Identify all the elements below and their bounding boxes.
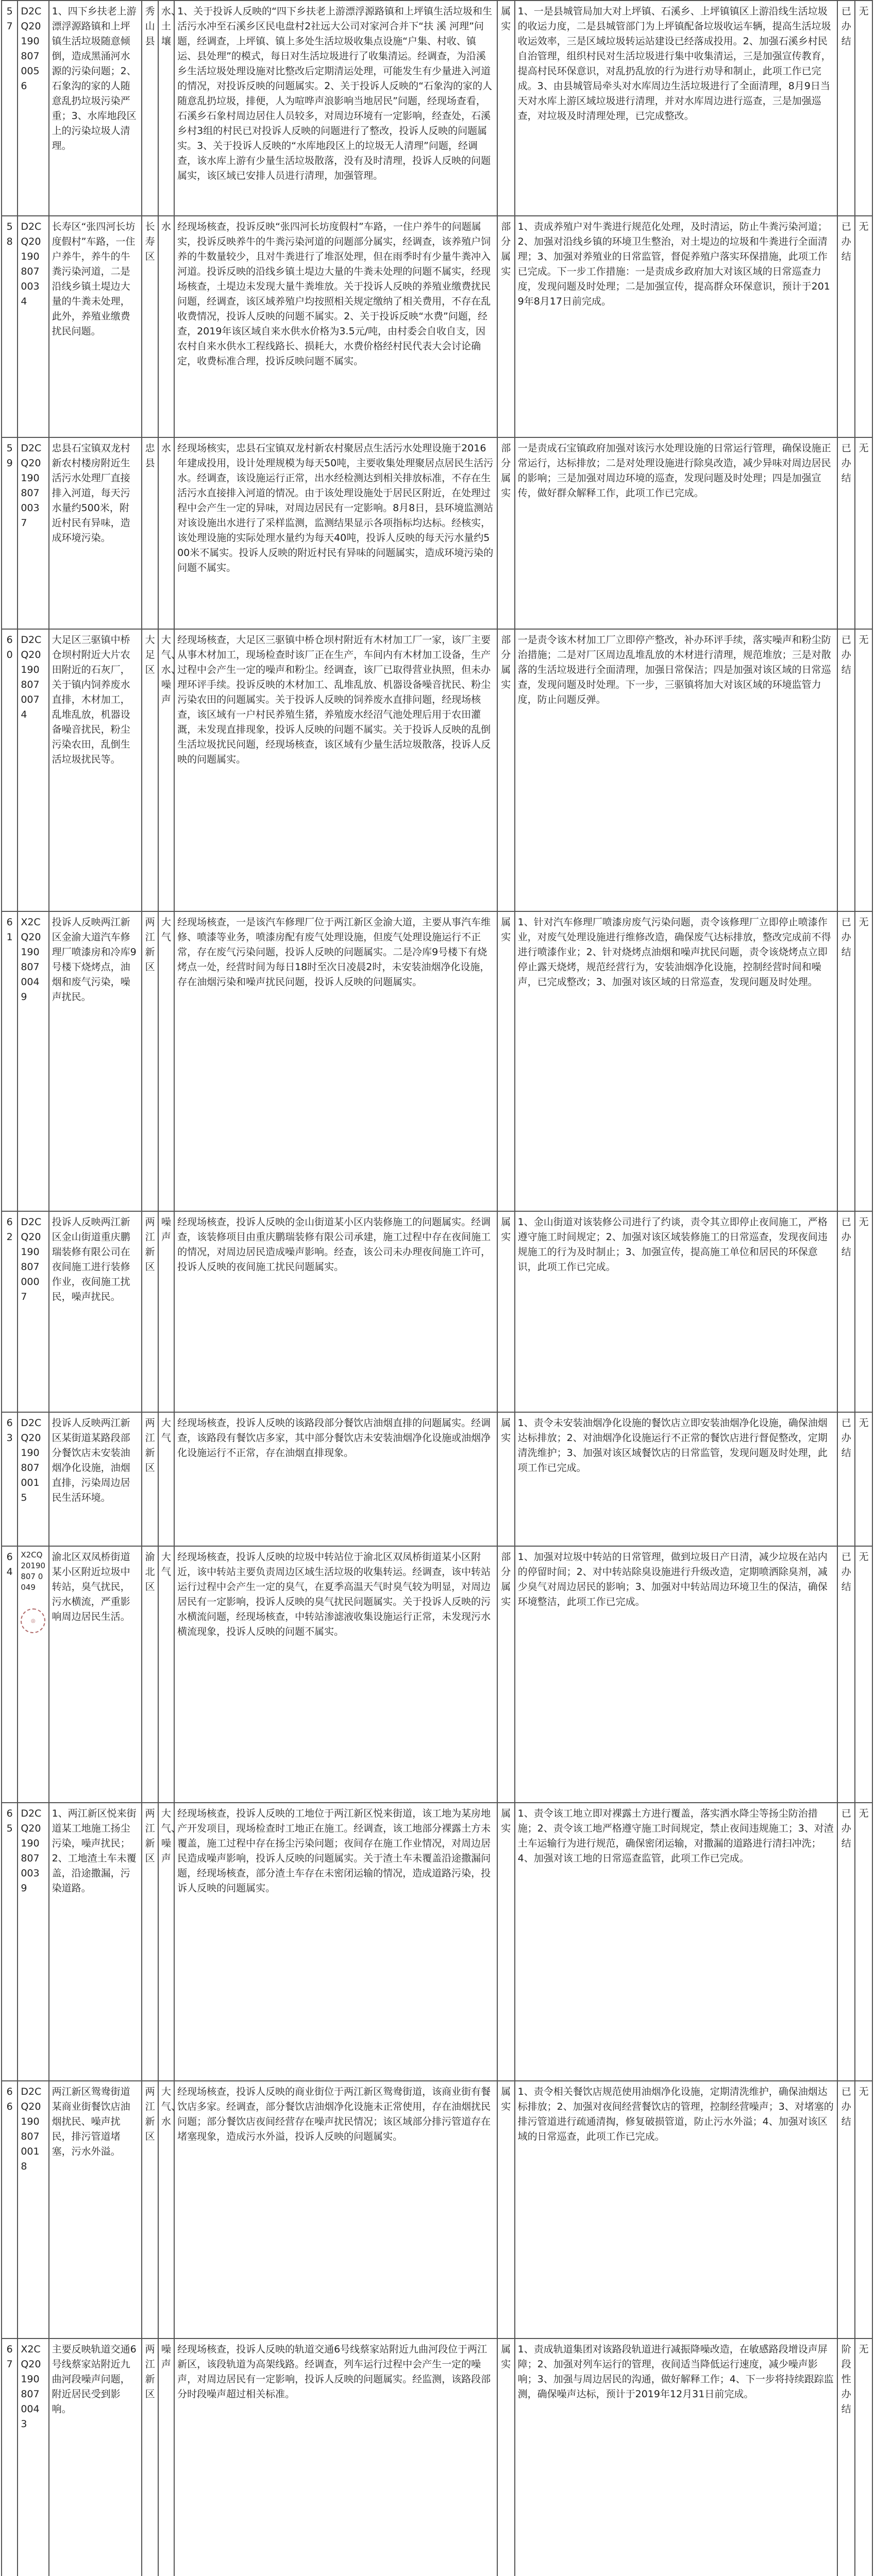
investigation-result: 经现场核查，投诉人反映的垃圾中转站位于渝北区双凤桥街道某小区附近，该中转站主要负责周边区域生活垃圾的收集转运。经调查，该中转站运行过程中会产生一定的臭气，在夏季高温天气时臭气较为明显，对周边居民有一定影响，投诉人反映的臭气扰民问题属实。关于投诉人反映的污水横流问题，经现场核查，中转站渗滤液收集设施运行正常，未发现污水横流现象，投诉人反映的问题不属实。 [174, 1546, 497, 1803]
complaint-content: 投诉人反映两江新区某街道某路段部分餐饮店未安装油烟净化设施，油烟直排，污染周边居民生活环境。 [49, 1412, 142, 1546]
investigation-result: 经现场核查，投诉人反映的金山街道某小区内装修施工的问题属实。经调查，该装修项目由重庆鹏瑞装修有限公司承建，施工过程中存在夜间施工的情况，对周边居民造成噪声影响。经查，该公司未办理夜间施工许可，投诉人反映的夜间施工扰民问题属实。 [174, 1211, 497, 1412]
row-number: 63 [2, 1412, 18, 1546]
case-id: D2CQ20190807 0007 [18, 1211, 48, 1412]
investigation-result: 1、关于投诉人反映的“四下乡扶老上游漂浮源路镇和上坪镇生活垃圾和生活污水冲至石溪乡区民电盘村2社远大公司对家河合并下“扶 溪 河理”问题，经调查，上坪镇、镇上多处生活垃圾收集点设施“户集、村收、镇运、县处理”的模式，每日对生活垃圾进行了收集清运。经调查，为沿溪乡生活垃圾处理设施对比整改后定期清运处理，可能发生有少量进入河道的情况，对投诉反映的问题属实。2、关于投诉人反映的“石象沟的家的人随意乱扔垃圾，排便，人为喧哗声浪影响当地居民”问题，经现场查看，石溪乡石象村周边居住人员较多，对周边环境有一定影响，经查处，石溪乡村3组的村民已对投诉人反映的问题进行了整改，投诉人反映的问题属实。3、关于投诉人反映的“水库地段区上的垃圾无人清理”问题，经调查，该水库上游有少量生活垃圾散落，没有及时清理，投诉人反映的问题属实，该区域已安排人员进行清理，加强管理。 [174, 1, 497, 216]
resolution-status: 已办结 [837, 1211, 855, 1412]
complaint-content: 长寿区“张四河长坊度假村”车路，一住户养牛，养牛的牛粪污染河道，二是沿线乡镇土堤边大量的牛粪未处理，此外，养殖业缴费扰民问题。 [49, 216, 142, 437]
row-number: 58 [2, 216, 18, 437]
pollution-type: 水 [158, 437, 174, 629]
complaint-content: 1、四下乡扶老上游漂浮源路镇和上坪镇生活垃圾随意倾倒，造成黑涌河水源的污染问题；2、石象沟的家的人随意乱扔垃圾污染严重；3、水库地段区上的污染垃圾人清理。 [49, 1, 142, 216]
case-id: X2CQ20190807 0049 [21, 1550, 46, 1592]
accountability-cell: 无 [855, 2081, 872, 2338]
accountability-cell: 无 [855, 629, 872, 911]
resolution-status: 已办结 [837, 1546, 855, 1803]
resolution-status: 阶段性办结 [837, 2338, 855, 2576]
row-number: 62 [2, 1211, 18, 1412]
row-number: 61 [2, 911, 18, 1211]
accountability-cell: 无 [855, 216, 872, 437]
case-id: D2CQ20190807 0015 [18, 1412, 48, 1546]
complaint-content: 忠县石宝镇双龙村新农村楼房附近生活污水处理厂直接排入河道，每天污水量约500米，附近村民有异味，造成环境污染。 [49, 437, 142, 629]
accountability-cell: 无 [855, 437, 872, 629]
case-id: D2CQ20190807 0018 [18, 2081, 48, 2338]
handling-result: 一是责令该木材加工厂立即停产整改，补办环评手续，落实噪声和粉尘防治措施；二是对厂区周边乱堆乱放的木材进行清理，规范堆放；三是对散落的生活垃圾进行全面清理，加强日常保洁；四是加强对该区域的日常巡查，发现问题及时处理。下一步，三驱镇将加大对该区域的环境监管力度，防止问题反弹。 [515, 629, 838, 911]
case-id: D2CQ20190807 0056 [18, 1, 48, 216]
handling-result: 1、责令相关餐饮店规范使用油烟净化设施，定期清洗维护，确保油烟达标排放；2、加强对夜间经营餐饮店的管理，控制经营噪声；3、对堵塞的排污管道进行疏通清掏，修复破损管道，防止污水外溢；4、加强对该区域的日常巡查，此项工作已完成。 [515, 2081, 838, 2338]
complaint-content: 渝北区双凤桥街道某小区附近垃圾中转站，臭气扰民，污水横流，严重影响周边居民生活。 [49, 1546, 142, 1803]
handling-result: 1、针对汽车修理厂喷漆房废气污染问题，责令该修理厂立即停止喷漆作业，对废气处理设施进行维修改造，确保废气达标排放，整改完成前不得进行喷漆作业；2、针对烧烤点油烟和噪声扰民问题，责令该烧烤点立即停止露天烧烤，规范经营行为，安装油烟净化设施，控制经营时间和噪声，已完成整改；3、加强对该区域的日常巡查，发现问题及时处理。 [515, 911, 838, 1211]
handling-result: 1、责成养殖户对牛粪进行规范化处理，及时清运，防止牛粪污染河道；2、加强对沿线乡镇的环境卫生整治，对土堤边的垃圾和牛粪进行全面清理；3、加强对养殖业的日常监管，督促养殖户落实环保措施，此项工作已完成。下一步工作措施：一是责成乡政府加大对该区域的日常巡查力度，发现问题及时处理；二是加强宣传，提高群众环保意识，预计于2019年8月17日前完成。 [515, 216, 838, 437]
accountability-cell: 无 [855, 1, 872, 216]
district-cell: 两江新区 [142, 1211, 158, 1412]
case-id: X2CQ20190807 0049 [18, 911, 48, 1211]
table-row [2, 1, 872, 216]
row-number: 60 [2, 629, 18, 911]
row-number: 59 [2, 437, 18, 629]
table-row [2, 216, 872, 437]
pollution-type: 大气 [158, 911, 174, 1211]
district-cell: 两江新区 [142, 1412, 158, 1546]
complaint-table [1, 0, 873, 2576]
handling-result: 1、金山街道对该装修公司进行了约谈，责令其立即停止夜间施工，严格遵守施工时间规定；2、加强对该区域装修施工的日常巡查，发现夜间违规施工的行为及时制止；3、加强宣传，提高施工单位和居民的环保意识，此项工作已完成。 [515, 1211, 838, 1412]
row-number: 57 [2, 1, 18, 216]
truth-status: 部分属实 [497, 629, 515, 911]
district-cell: 大足区 [142, 629, 158, 911]
pollution-type: 大气、水 [158, 2081, 174, 2338]
handling-result: 一是责成石宝镇政府加强对该污水处理设施的日常运行管理，确保设施正常运行，达标排放；二是对处理设施进行除臭改造，减少异味对周边居民的影响；三是加强对周边环境的巡查，发现问题及时处理；四是加强宣传，做好群众解释工作，此项工作已完成。 [515, 437, 838, 629]
table-row [2, 2081, 872, 2338]
handling-result: 1、加强对垃圾中转站的日常管理，做到垃圾日产日清，减少垃圾在站内的停留时间；2、对中转站除臭设施进行升级改造，定期喷洒除臭剂，减少臭气对周边居民的影响；3、加强对中转站周边环境卫生的保洁，确保环境整洁，此项工作已完成。 [515, 1546, 838, 1803]
table-row [2, 1211, 872, 1412]
complaint-content: 投诉人反映两江新区金渝大道汽车修理厂喷漆房和冷库9号楼下烧烤点，油烟和废气污染，噪声扰民。 [49, 911, 142, 1211]
investigation-result: 经现场核查，投诉反映“张四河长坊度假村”车路，一住户养牛的问题属实，投诉反映养牛的牛粪污染河道的问题部分属实，经调查，该养殖户饲养的牛数量较少，且对牛粪进行了堆沤处理，但在雨季时有少量牛粪冲入河道。投诉反映的沿线乡镇土堤边大量的牛粪未处理的问题不属实，经现场核查，土堤边未发现大量牛粪堆放。关于投诉人反映的养殖业缴费扰民问题，经调查，该区域养殖户均按照相关规定缴纳了相关费用，不存在乱收费情况，投诉人反映的问题不属实。2、关于投诉反映“水费”问题，经查，2019年该区域自来水供水价格为3.5元/吨，由村委会自收自支，因农村自来水供水工程线路长、损耗大，水费价格经村民代表大会讨论确定，收费标准合理，投诉反映问题不属实。 [174, 216, 497, 437]
complaint-content: 投诉人反映两江新区金山街道重庆鹏瑞装修有限公司在夜间施工进行装修作业，夜间施工扰民，噪声扰民。 [49, 1211, 142, 1412]
pollution-type: 水 [158, 216, 174, 437]
pollution-type: 大气 [158, 1412, 174, 1546]
pollution-type: 水、土壤 [158, 1, 174, 216]
handling-result: 1、责令该工地立即对裸露土方进行覆盖，落实洒水降尘等扬尘防治措施；2、责令该工地严格遵守施工时间规定，禁止夜间违规施工；3、对渣土车运输行为进行规范，确保密闭运输，对撒漏的道路进行清扫冲洗；4、加强对该工地的日常巡查监管，此项工作已完成。 [515, 1803, 838, 2081]
truth-status: 属实 [497, 1412, 515, 1546]
district-cell: 两江新区 [142, 2081, 158, 2338]
district-cell: 渝北区 [142, 1546, 158, 1803]
investigation-result: 经现场核查，投诉人反映的轨道交通6号线蔡家站附近九曲河段位于两江新区，该段轨道为高架线路。经调查，列车运行过程中会产生一定的噪声，对周边居民有一定影响，投诉人反映的问题属实。经监测，该路段部分时段噪声超过相关标准。 [174, 2338, 497, 2576]
accountability-cell: 无 [855, 1803, 872, 2081]
handling-result: 1、一是县城管局加大对上坪镇、石溪乡、上坪镇镇区上游沿线生活垃圾的收运力度，二是县城管部门为上坪镇配备垃圾收运车辆，提高生活垃圾收运效率，三是区域垃圾转运站建设已经落成投用。2、加强石溪乡村民自治管理，组织村民对生活垃圾进行集中收集清运，三是加强宣传教育，提高村民环保意识，对乱扔乱放的行为进行劝导和制止，此项工作已完成。3、由县城管局牵头对水库周边生活垃圾进行了全面清理，8月9日当天对水库上游区域垃圾进行清理，并对水库周边进行巡查，三是加强巡查，对垃圾及时清理处理，已完成整改。 [515, 1, 838, 216]
investigation-result: 经现场核查，投诉人反映的商业街位于两江新区鸳鸯街道，该商业街有餐饮店多家。经调查，部分餐饮店油烟净化设施未正常使用，存在油烟扰民问题；部分餐饮店夜间经营存在噪声扰民情况；该区域部分排污管道存在堵塞现象，造成污水外溢，投诉人反映的问题属实。 [174, 2081, 497, 2338]
pollution-type: 噪声 [158, 1211, 174, 1412]
table-row [2, 437, 872, 629]
truth-status: 属实 [497, 2081, 515, 2338]
case-id: D2CQ20190807 0074 [18, 629, 48, 911]
investigation-result: 经现场核实，忠县石宝镇双龙村新农村聚居点生活污水处理设施于2016年建成投用，设计处理规模为每天50吨，主要收集处理聚居点居民生活污水。经调查，该设施运行正常，出水经检测达到相关排放标准，不存在生活污水直接排入河道的情况。由于该处理设施处于居民区附近，在处理过程中会产生一定的异味，对周边居民有一定影响。8月8日，县环境监测站对该设施出水进行了采样监测，监测结果显示各项指标均达标。经核实，该处理设施的实际处理水量约为每天40吨，投诉人反映的每天污水量约500米不属实。投诉人反映的附近村民有异味的问题属实，造成环境污染的问题不属实。 [174, 437, 497, 629]
case-id: D2CQ20190807 0039 [18, 1803, 48, 2081]
pollution-type: 大气 [158, 1546, 174, 1803]
case-id-cell [18, 1546, 48, 1803]
case-id: D2CQ20190807 0037 [18, 437, 48, 629]
complaint-content: 1、两江新区悦来街道某工地施工扬尘污染，噪声扰民；2、工地渣土车未覆盖，沿途撒漏，污染道路。 [49, 1803, 142, 2081]
truth-status: 部分属实 [497, 437, 515, 629]
row-number: 65 [2, 1803, 18, 2081]
table-row [2, 1803, 872, 2081]
case-id: X2CQ20190807 0043 [18, 2338, 48, 2576]
truth-status: 属实 [497, 911, 515, 1211]
district-cell: 两江新区 [142, 911, 158, 1211]
table-row [2, 1546, 872, 1803]
complaint-content: 大足区三驱镇中桥仓坝村附近大片农田附近的石灰厂，关于镇内饲养废水直排，木材加工，乱堆乱放，机器设备噪音扰民，粉尘污染农田，乱倒生活垃圾扰民等。 [49, 629, 142, 911]
accountability-cell: 无 [855, 911, 872, 1211]
handling-result: 1、责成轨道集团对该路段轨道进行减振降噪改造，在敏感路段增设声屏障；2、加强对列车运行的管理，夜间适当降低运行速度，减少噪声影响；3、加强与周边居民的沟通，做好解释工作；4、下一步将持续跟踪监测，确保噪声达标，预计于2019年12月31日前完成。 [515, 2338, 838, 2576]
pollution-type: 噪声 [158, 2338, 174, 2576]
case-id: D2CQ20190807 0034 [18, 216, 48, 437]
row-number: 66 [2, 2081, 18, 2338]
pollution-type: 大气、水、噪声 [158, 629, 174, 911]
pollution-type: 大气、噪声 [158, 1803, 174, 2081]
complaint-content: 两江新区鸳鸯街道某商业街餐饮店油烟扰民、噪声扰民，排污管道堵塞，污水外溢。 [49, 2081, 142, 2338]
row-number: 67 [2, 2338, 18, 2576]
row-number: 64 [2, 1546, 18, 1803]
handling-result: 1、责令未安装油烟净化设施的餐饮店立即安装油烟净化设施，确保油烟达标排放；2、对油烟净化设施运行不正常的餐饮店进行督促整改，定期清洗维护；3、加强对该区域餐饮店的日常监管，发现问题及时处理，此项工作已完成。 [515, 1412, 838, 1546]
resolution-status: 已办结 [837, 1, 855, 216]
district-cell: 忠县 [142, 437, 158, 629]
truth-status: 属实 [497, 1803, 515, 2081]
resolution-status: 已办结 [837, 216, 855, 437]
truth-status: 属实 [497, 1211, 515, 1412]
district-cell: 秀山县 [142, 1, 158, 216]
table-row [2, 2338, 872, 2576]
investigation-result: 经现场核查，大足区三驱镇中桥仓坝村附近有木材加工厂一家，该厂主要从事木材加工，现场检查时该厂正在生产，车间内有木材加工设备，生产过程中会产生一定的噪声和粉尘。经调查，该厂已取得营业执照，但未办理环评手续。投诉反映的木材加工、乱堆乱放、机器设备噪音扰民、粉尘污染农田的问题属实。关于投诉人反映的饲养废水直排问题，经现场核查，该区域有一户村民养殖生猪，养殖废水经沼气池处理后用于农田灌溉，未发现直排现象，投诉人反映的问题不属实。关于投诉人反映的乱倒生活垃圾扰民问题，经现场核查，该区域有少量生活垃圾散落，投诉人反映的问题属实。 [174, 629, 497, 911]
accountability-cell: 无 [855, 2338, 872, 2576]
investigation-result: 经现场核查，投诉人反映的该路段部分餐饮店油烟直排的问题属实。经调查，该路段有餐饮店多家，其中部分餐饮店未安装油烟净化设施或油烟净化设施运行不正常，存在油烟直排现象。 [174, 1412, 497, 1546]
resolution-status: 已办结 [837, 911, 855, 1211]
table-row [2, 911, 872, 1211]
resolution-status: 已办结 [837, 2081, 855, 2338]
investigation-result: 经现场核查，一是该汽车修理厂位于两江新区金渝大道，主要从事汽车维修、喷漆等业务，喷漆房配有废气处理设施，但废气处理设施运行不正常，存在废气污染问题，投诉人反映的问题属实。二是冷库9号楼下有烧烤点一处，经营时间为每日18时至次日凌晨2时，未安装油烟净化设施，存在油烟污染和噪声扰民问题，投诉人反映的问题属实。 [174, 911, 497, 1211]
table-row [2, 1412, 872, 1546]
truth-status: 部分属实 [497, 1546, 515, 1803]
district-cell: 两江新区 [142, 2338, 158, 2576]
resolution-status: 已办结 [837, 437, 855, 629]
resolution-status: 已办结 [837, 1803, 855, 2081]
accountability-cell: 无 [855, 1546, 872, 1803]
resolution-status: 已办结 [837, 1412, 855, 1546]
complaint-content: 主要反映轨道交通6号线蔡家站附近九曲河段噪声问题，附近居民受到影响。 [49, 2338, 142, 2576]
resolution-status: 已办结 [837, 629, 855, 911]
truth-status: 属实 [497, 1, 515, 216]
seal-stamp-icon: ◎ [21, 1608, 45, 1633]
accountability-cell: 无 [855, 1412, 872, 1546]
district-cell: 两江新区 [142, 1803, 158, 2081]
truth-status: 属实 [497, 2338, 515, 2576]
investigation-result: 经现场核查，投诉人反映的工地位于两江新区悦来街道，该工地为某房地产开发项目，现场检查时工地正在施工。经调查，该工地部分裸露土方未覆盖，施工过程中存在扬尘污染问题；夜间存在施工作业情况，对周边居民造成噪声影响，投诉人反映的问题属实。关于渣土车未覆盖沿途撒漏问题，经现场核查，部分渣土车存在未密闭运输的情况，造成道路污染，投诉人反映的问题属实。 [174, 1803, 497, 2081]
district-cell: 长寿区 [142, 216, 158, 437]
table-row [2, 629, 872, 911]
accountability-cell: 无 [855, 1211, 872, 1412]
truth-status: 部分属实 [497, 216, 515, 437]
